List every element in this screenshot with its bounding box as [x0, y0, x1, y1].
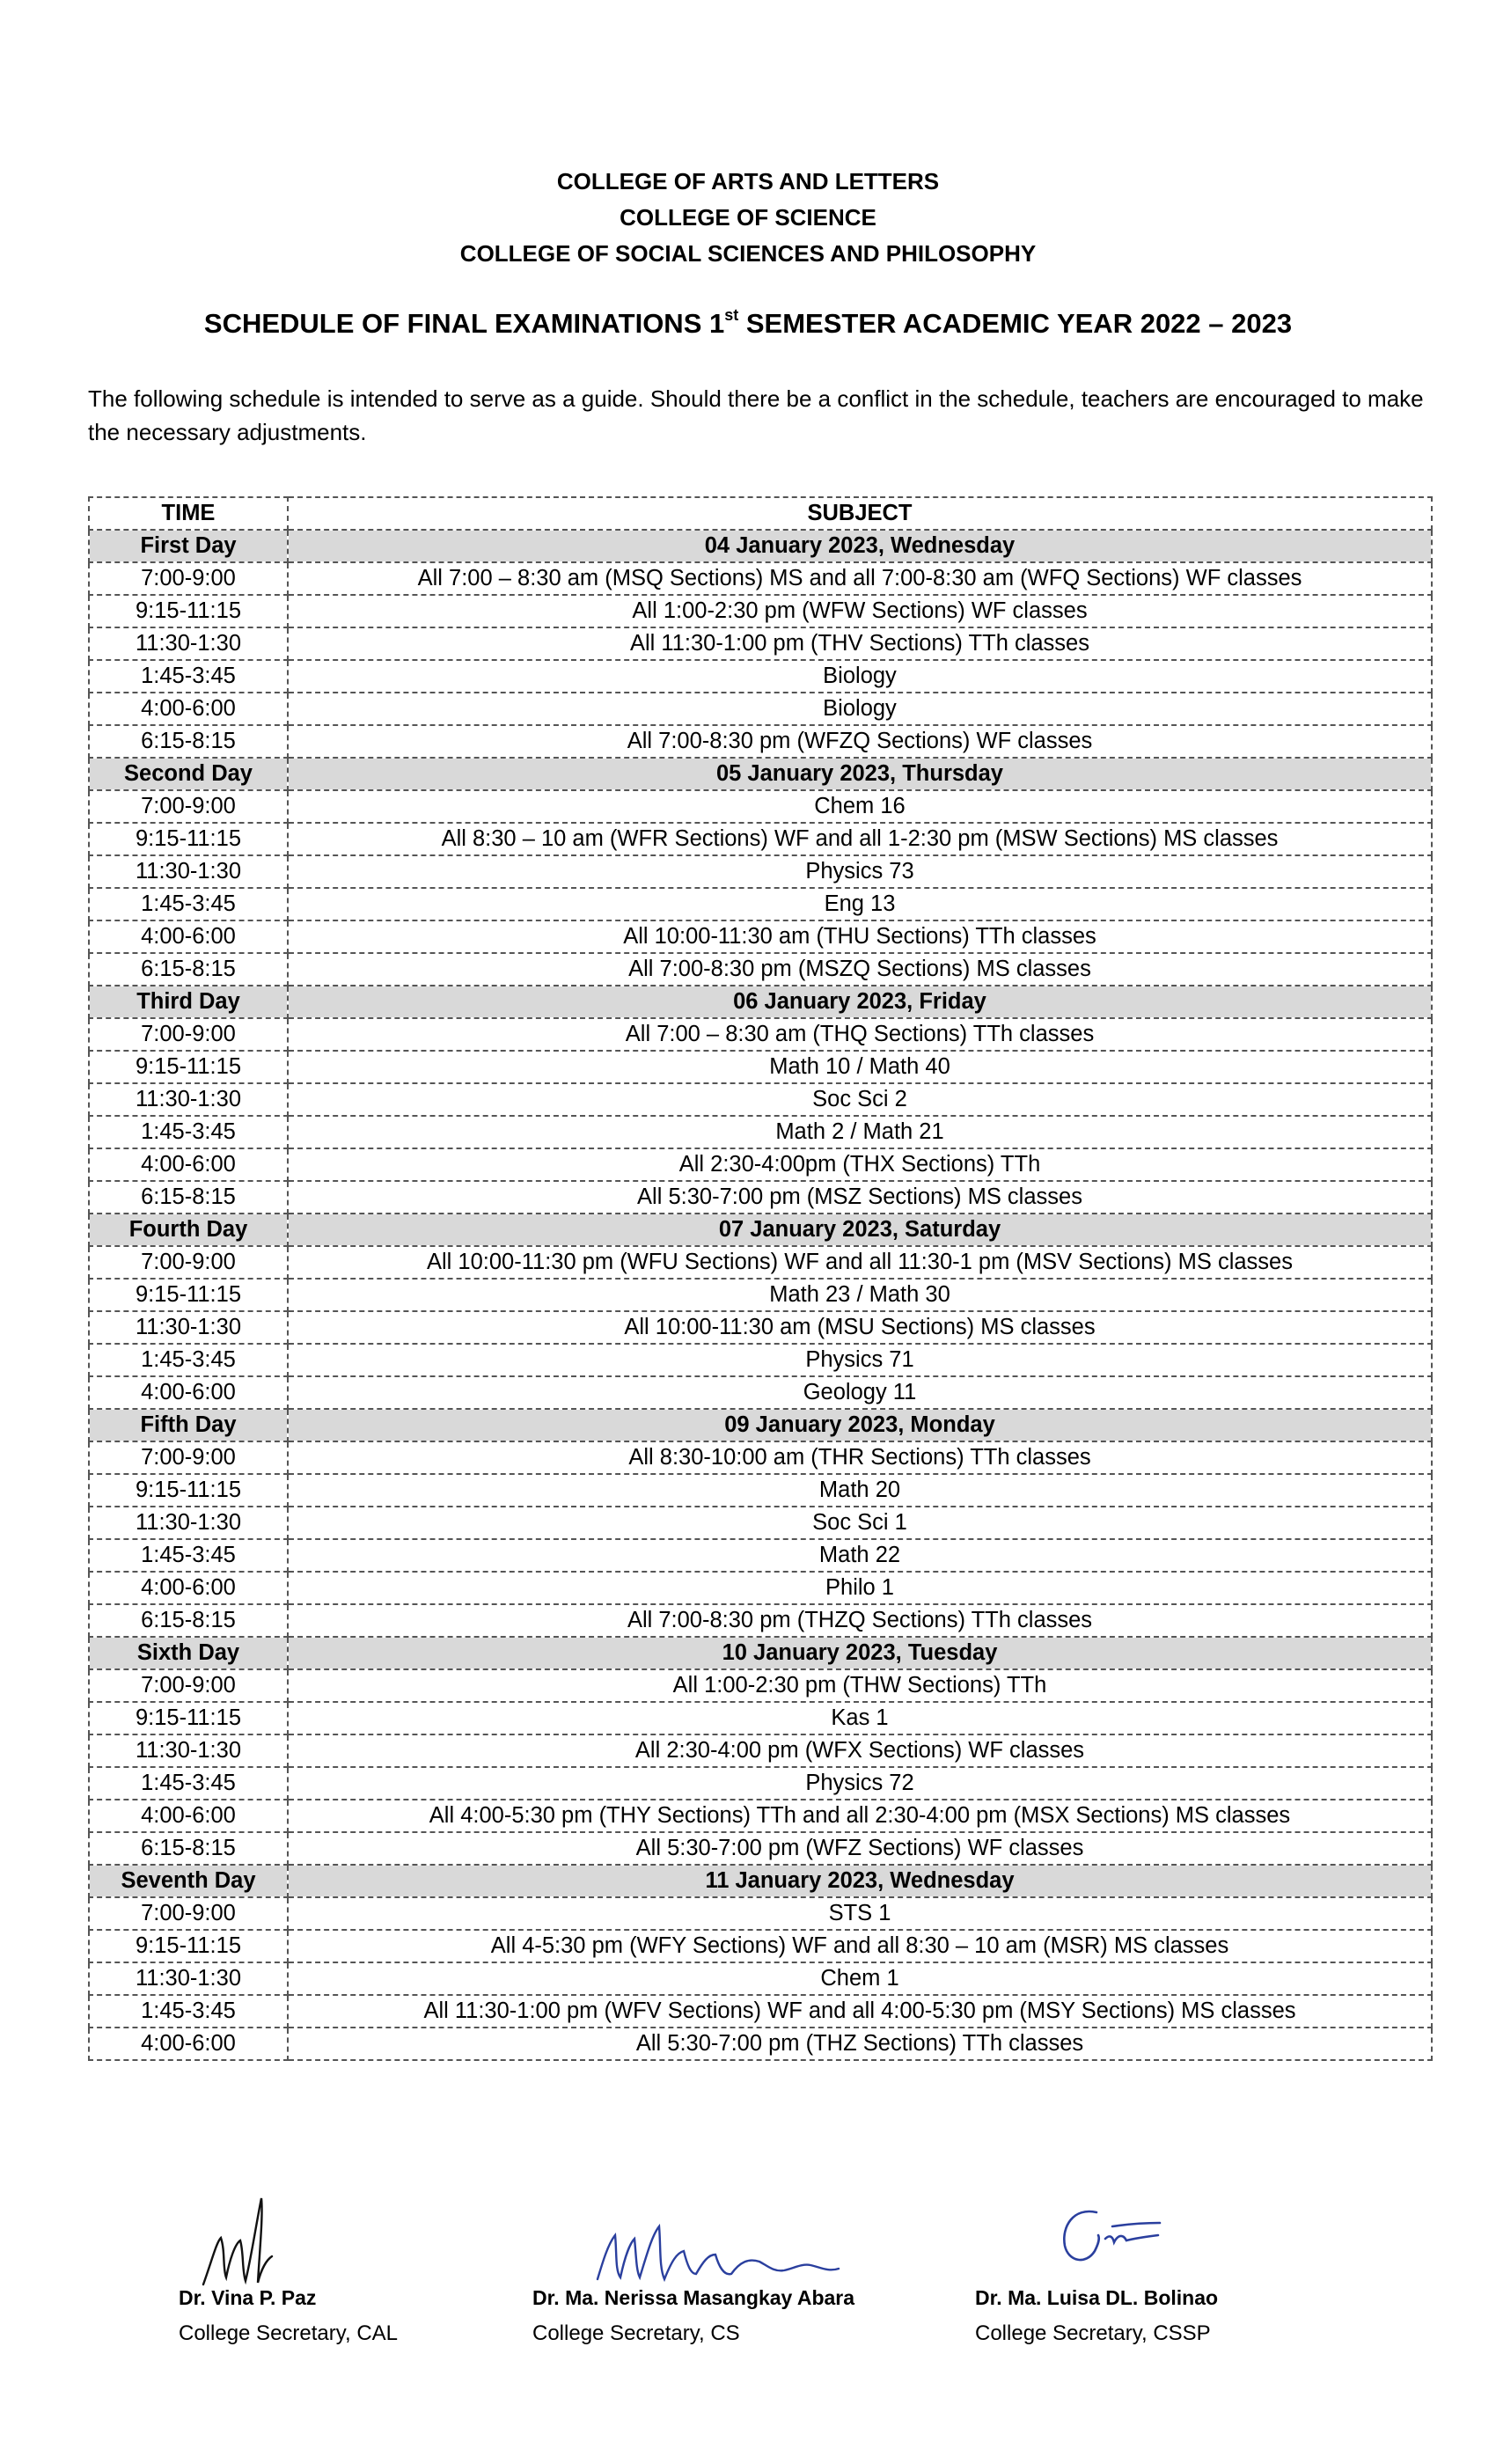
table-row [89, 1279, 1432, 1311]
time-cell: 6:15-8:15 [89, 1181, 288, 1214]
subject-cell: Physics 72 [288, 1767, 1432, 1800]
signature-image [585, 2200, 849, 2297]
day-header-row [89, 1214, 1432, 1246]
table-row [89, 1572, 1432, 1604]
subject-cell: Math 23 / Math 30 [288, 1279, 1432, 1311]
subject-cell: STS 1 [288, 1897, 1432, 1930]
table-row [89, 823, 1432, 855]
day-label: Sixth Day [89, 1637, 288, 1669]
subject-cell: All 4:00-5:30 pm (THY Sections) TTh and all 2:30-4:00 pm (MSX Sections) MS classes [288, 1800, 1432, 1832]
table-row [89, 725, 1432, 758]
college-name: COLLEGE OF SOCIAL SCIENCES AND PHILOSOPHY [459, 240, 1037, 267]
document-header [0, 164, 1496, 272]
subject-cell: Math 22 [288, 1539, 1432, 1572]
day-header-row [89, 758, 1432, 790]
table-row [89, 790, 1432, 823]
time-cell: 11:30-1:30 [89, 1507, 288, 1539]
table-row [89, 1116, 1432, 1148]
time-cell: 1:45-3:45 [89, 1995, 288, 2028]
day-header-row [89, 1637, 1432, 1669]
day-label: Seventh Day [89, 1865, 288, 1897]
table-row [89, 1604, 1432, 1637]
time-cell: 11:30-1:30 [89, 1734, 288, 1767]
table-row [89, 1311, 1432, 1344]
time-cell: 1:45-3:45 [89, 660, 288, 693]
subject-cell: Soc Sci 1 [288, 1507, 1432, 1539]
day-label: First Day [89, 530, 288, 562]
table-row [89, 595, 1432, 627]
time-cell: 7:00-9:00 [89, 1246, 288, 1279]
time-cell: 11:30-1:30 [89, 1962, 288, 1995]
subject-cell: All 5:30-7:00 pm (MSZ Sections) MS classes [288, 1181, 1432, 1214]
time-cell: 7:00-9:00 [89, 790, 288, 823]
table-row [89, 693, 1432, 725]
subject-cell: All 1:00-2:30 pm (WFW Sections) WF classes [288, 595, 1432, 627]
day-label: Third Day [89, 986, 288, 1018]
time-cell: 6:15-8:15 [89, 953, 288, 986]
table-row [89, 1148, 1432, 1181]
subject-cell: Math 20 [288, 1474, 1432, 1507]
subject-cell: Philo 1 [288, 1572, 1432, 1604]
subject-cell: Soc Sci 2 [288, 1083, 1432, 1116]
time-cell: 9:15-11:15 [89, 1474, 288, 1507]
subject-cell: Biology [288, 660, 1432, 693]
subject-cell: Physics 71 [288, 1344, 1432, 1376]
day-label: Fourth Day [89, 1214, 288, 1246]
signatory-name: Dr. Ma. Luisa DL. Bolinao [975, 2286, 1219, 2309]
day-header-row [89, 1865, 1432, 1897]
table-row [89, 920, 1432, 953]
title-superscript: st [724, 306, 739, 324]
time-cell: 9:15-11:15 [89, 1279, 288, 1311]
subject-cell: All 7:00 – 8:30 am (THQ Sections) TTh classes [288, 1018, 1432, 1051]
time-cell: 11:30-1:30 [89, 1311, 288, 1344]
day-date: 10 January 2023, Tuesday [288, 1637, 1432, 1669]
table-row [89, 1474, 1432, 1507]
signature-image [186, 2189, 344, 2295]
table-row [89, 1897, 1432, 1930]
time-cell: 7:00-9:00 [89, 1669, 288, 1702]
signatory-role: College Secretary, CSSP [975, 2321, 1211, 2345]
subject-cell: Geology 11 [288, 1376, 1432, 1409]
subject-cell: Math 10 / Math 40 [288, 1051, 1432, 1083]
subject-cell: All 4-5:30 pm (WFY Sections) WF and all 8:30 – 10 am (MSR) MS classes [288, 1930, 1432, 1962]
day-header-row [89, 530, 1432, 562]
document-title [0, 308, 1496, 340]
day-date: 04 January 2023, Wednesday [288, 530, 1432, 562]
day-date: 09 January 2023, Monday [288, 1409, 1432, 1441]
signatory-name: Dr. Ma. Nerissa Masangkay Abara [532, 2286, 855, 2309]
table-row [89, 1181, 1432, 1214]
day-date: 07 January 2023, Saturday [288, 1214, 1432, 1246]
time-cell: 4:00-6:00 [89, 1800, 288, 1832]
intro-paragraph: The following schedule is intended to serve as a guide. Should there be a conflict in the schedule, teachers are encouraged to make the necessary adjustments. [88, 385, 1424, 445]
subject-cell: Biology [288, 693, 1432, 725]
subject-cell: Math 2 / Math 21 [288, 1116, 1432, 1148]
table-row [89, 562, 1432, 595]
day-header-row [89, 986, 1432, 1018]
time-cell: 7:00-9:00 [89, 1897, 288, 1930]
subject-cell: All 11:30-1:00 pm (WFV Sections) WF and all 4:00-5:30 pm (MSY Sections) MS classes [288, 1995, 1432, 2028]
time-cell: 4:00-6:00 [89, 1148, 288, 1181]
day-date: 06 January 2023, Friday [288, 986, 1432, 1018]
table-row [89, 1930, 1432, 1962]
subject-cell: Kas 1 [288, 1702, 1432, 1734]
table-row [89, 2028, 1432, 2060]
subject-cell: All 1:00-2:30 pm (THW Sections) TTh [288, 1669, 1432, 1702]
table-row [89, 1995, 1432, 2028]
subject-cell: All 5:30-7:00 pm (WFZ Sections) WF classes [288, 1832, 1432, 1865]
time-cell: 7:00-9:00 [89, 562, 288, 595]
day-date: 05 January 2023, Thursday [288, 758, 1432, 790]
time-cell: 9:15-11:15 [89, 823, 288, 855]
table-row [89, 1767, 1432, 1800]
day-label: Second Day [89, 758, 288, 790]
subject-cell: All 2:30-4:00 pm (WFX Sections) WF classes [288, 1734, 1432, 1767]
table-row [89, 1832, 1432, 1865]
table-row [89, 888, 1432, 920]
time-cell: 1:45-3:45 [89, 1767, 288, 1800]
signatures-section [0, 2200, 1496, 2350]
time-cell: 6:15-8:15 [89, 1604, 288, 1637]
table-row [89, 1376, 1432, 1409]
time-cell: 4:00-6:00 [89, 693, 288, 725]
time-cell: 9:15-11:15 [89, 595, 288, 627]
table-row [89, 1246, 1432, 1279]
time-cell: 4:00-6:00 [89, 1376, 288, 1409]
time-cell: 11:30-1:30 [89, 1083, 288, 1116]
exam-schedule-table [88, 496, 1433, 2061]
subject-cell: All 10:00-11:30 pm (WFU Sections) WF and all 11:30-1 pm (MSV Sections) MS classes [288, 1246, 1432, 1279]
table-row [89, 1962, 1432, 1995]
time-cell: 11:30-1:30 [89, 855, 288, 888]
table-row [89, 1051, 1432, 1083]
time-cell: 7:00-9:00 [89, 1441, 288, 1474]
subject-cell: Chem 16 [288, 790, 1432, 823]
title-rest: SEMESTER ACADEMIC YEAR 2022 – 2023 [738, 308, 1293, 339]
title-main: SCHEDULE OF FINAL EXAMINATIONS 1 [203, 308, 725, 339]
time-cell: 1:45-3:45 [89, 1344, 288, 1376]
time-cell: 1:45-3:45 [89, 888, 288, 920]
table-row [89, 1441, 1432, 1474]
table-row [89, 1669, 1432, 1702]
table-row [89, 1344, 1432, 1376]
subject-cell: Eng 13 [288, 888, 1432, 920]
subject-cell: Physics 73 [288, 855, 1432, 888]
subject-cell: All 7:00-8:30 pm (WFZQ Sections) WF classes [288, 725, 1432, 758]
signature-image [1045, 2200, 1221, 2279]
subject-cell: All 8:30-10:00 am (THR Sections) TTh classes [288, 1441, 1432, 1474]
table-row [89, 855, 1432, 888]
signatory-role: College Secretary, CAL [179, 2321, 398, 2345]
table-row [89, 627, 1432, 660]
day-header-row [89, 1409, 1432, 1441]
subject-cell: All 11:30-1:00 pm (THV Sections) TTh classes [288, 627, 1432, 660]
signatory-role: College Secretary, CS [532, 2321, 740, 2345]
table-row [89, 1083, 1432, 1116]
time-cell: 4:00-6:00 [89, 920, 288, 953]
day-label: Fifth Day [89, 1409, 288, 1441]
time-cell: 9:15-11:15 [89, 1051, 288, 1083]
day-date: 11 January 2023, Wednesday [288, 1865, 1432, 1897]
table-row [89, 1800, 1432, 1832]
time-cell: 7:00-9:00 [89, 1018, 288, 1051]
schedule-body [89, 530, 1432, 2060]
subject-cell: All 10:00-11:30 am (MSU Sections) MS classes [288, 1311, 1432, 1344]
subject-cell: All 2:30-4:00pm (THX Sections) TTh [288, 1148, 1432, 1181]
time-cell: 11:30-1:30 [89, 627, 288, 660]
time-cell: 9:15-11:15 [89, 1930, 288, 1962]
time-cell: 9:15-11:15 [89, 1702, 288, 1734]
time-cell: 4:00-6:00 [89, 1572, 288, 1604]
subject-column-header: SUBJECT [288, 497, 1432, 530]
subject-cell: All 7:00-8:30 pm (MSZQ Sections) MS classes [288, 953, 1432, 986]
time-cell: 6:15-8:15 [89, 1832, 288, 1865]
time-cell: 4:00-6:00 [89, 2028, 288, 2060]
table-row [89, 1702, 1432, 1734]
subject-cell: All 5:30-7:00 pm (THZ Sections) TTh classes [288, 2028, 1432, 2060]
subject-cell: All 7:00-8:30 pm (THZQ Sections) TTh classes [288, 1604, 1432, 1637]
subject-cell: All 7:00 – 8:30 am (MSQ Sections) MS and all 7:00-8:30 am (WFQ Sections) WF classes [288, 562, 1432, 595]
subject-cell: All 10:00-11:30 am (THU Sections) TTh classes [288, 920, 1432, 953]
time-cell: 6:15-8:15 [89, 725, 288, 758]
time-column-header: TIME [89, 497, 288, 530]
table-row [89, 1018, 1432, 1051]
signatory-name: Dr. Vina P. Paz [179, 2286, 317, 2309]
time-cell: 1:45-3:45 [89, 1116, 288, 1148]
time-cell: 1:45-3:45 [89, 1539, 288, 1572]
table-row [89, 1507, 1432, 1539]
table-row [89, 1734, 1432, 1767]
table-row [89, 953, 1432, 986]
table-row [89, 1539, 1432, 1572]
college-name: COLLEGE OF ARTS AND LETTERS [556, 168, 940, 194]
table-header-row [89, 497, 1432, 530]
subject-cell: All 8:30 – 10 am (WFR Sections) WF and all 1-2:30 pm (MSW Sections) MS classes [288, 823, 1432, 855]
table-row [89, 660, 1432, 693]
subject-cell: Chem 1 [288, 1962, 1432, 1995]
college-name: COLLEGE OF SCIENCE [620, 204, 876, 231]
